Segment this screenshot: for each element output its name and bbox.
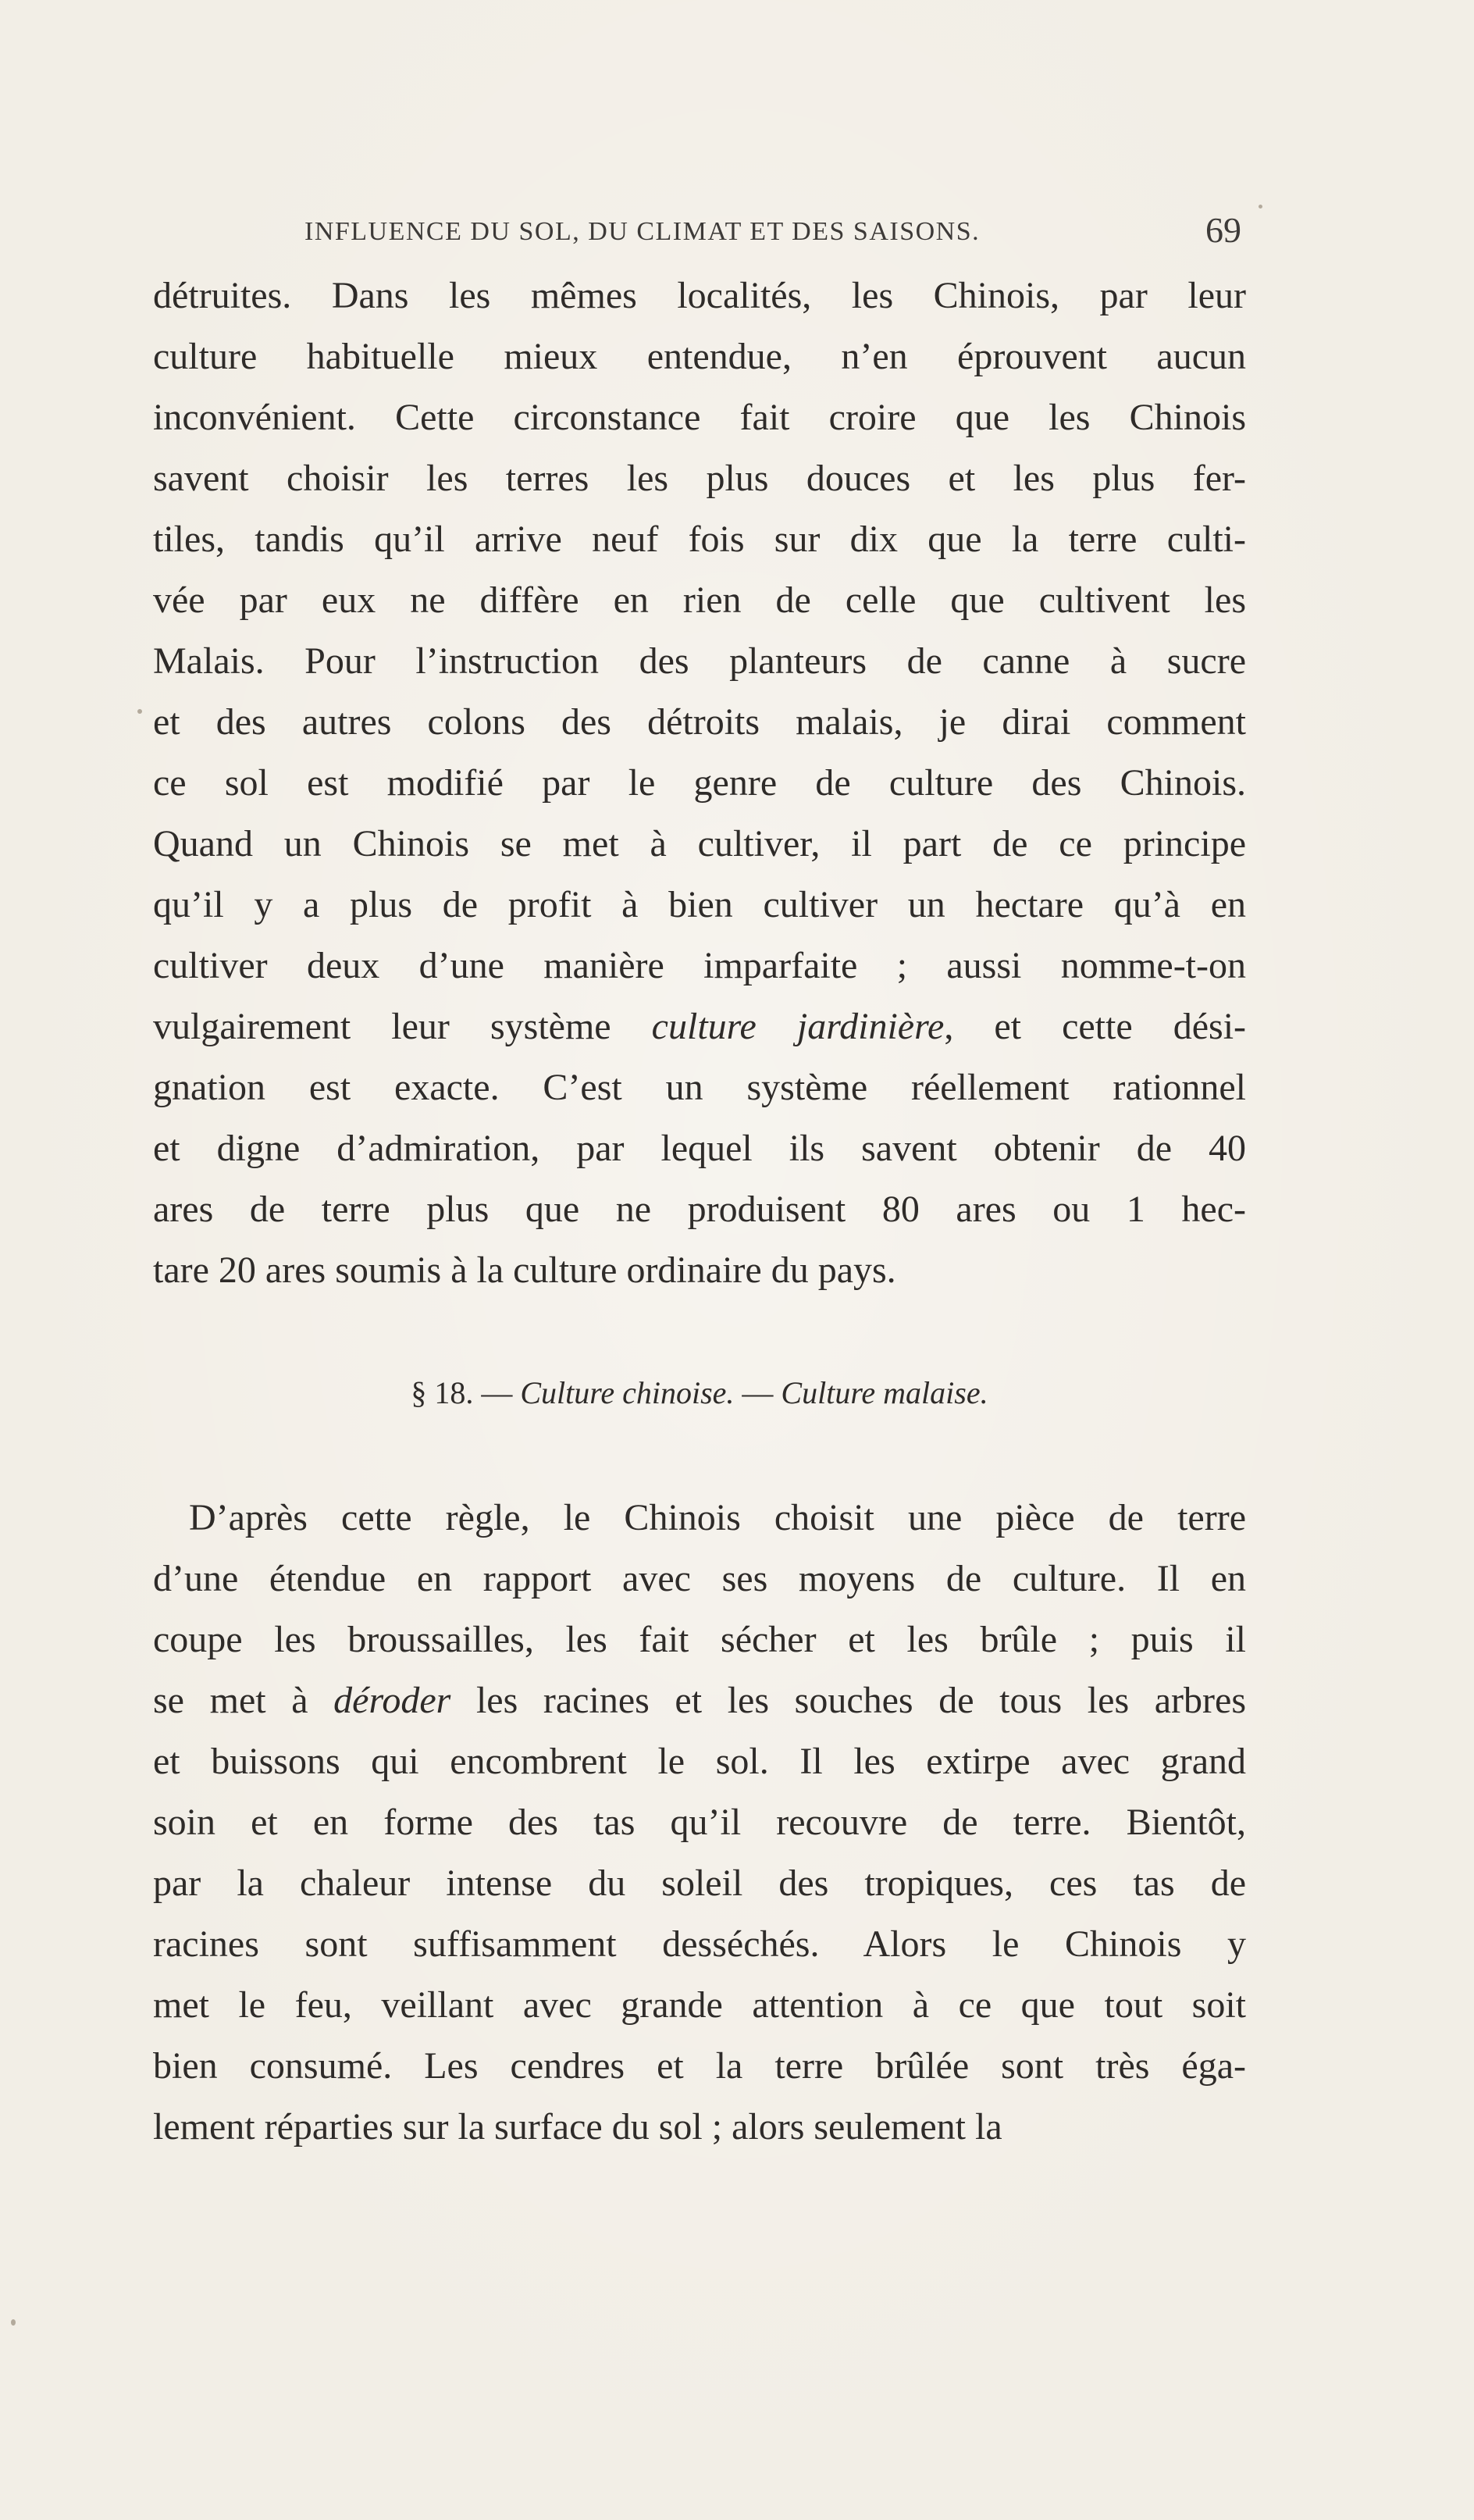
paper-speck xyxy=(137,709,142,714)
section-title-part: Culture chinoise. xyxy=(520,1375,735,1410)
text-segment: se met à xyxy=(153,1680,334,1721)
paragraph-1 xyxy=(153,266,1246,1301)
text-line: soin et en forme des tas qu’il recouvre de terre. Bientôt, xyxy=(153,1802,1246,1843)
text-line: ce sol est modifié par le genre de culture des Chinois. xyxy=(153,762,1246,804)
running-header xyxy=(304,209,1241,264)
text-line: détruites. Dans les mêmes localités, les Chinois, par leur xyxy=(153,275,1246,316)
text-line-first: D’après cette règle, le Chinois choisit une pièce de terre xyxy=(189,1497,1246,1538)
section-number: § 18. — xyxy=(411,1375,521,1410)
text-line-with-emphasis xyxy=(153,996,1246,1057)
paper-speck xyxy=(1259,205,1262,209)
text-segment: les racines et les souches de tous les arbres xyxy=(450,1680,1247,1721)
text-line: gnation est exacte. C’est un système réellement rationnel xyxy=(153,1067,1246,1108)
text-line: Quand un Chinois se met à cultiver, il part de ce principe xyxy=(153,823,1246,864)
text-line: d’une étendue en rapport avec ses moyens de culture. Il en xyxy=(153,1558,1246,1599)
emphasized-term: culture jardinière xyxy=(651,1006,945,1047)
running-title: INFLUENCE DU SOL, DU CLIMAT ET DES SAISONS. xyxy=(304,217,981,246)
text-line-last: tare 20 ares soumis à la culture ordinaire du pays. xyxy=(153,1249,896,1291)
text-line: et digne d’admiration, par lequel ils savent obtenir de 40 xyxy=(153,1128,1246,1169)
text-line: inconvénient. Cette circonstance fait croire que les Chinois xyxy=(153,397,1246,438)
page-number: 69 xyxy=(1205,210,1241,250)
text-line: tiles, tandis qu’il arrive neuf fois sur dix que la terre culti- xyxy=(153,519,1246,560)
paper-speck xyxy=(11,2319,16,2326)
text-line: ares de terre plus que ne produisent 80 ares ou 1 hec- xyxy=(153,1189,1246,1230)
text-line: savent choisir les terres les plus douces et les plus fer- xyxy=(153,458,1246,499)
section-separator: — xyxy=(734,1375,782,1410)
text-line: coupe les broussailles, les fait sécher et les brûle ; puis il xyxy=(153,1619,1246,1660)
text-segment: vulgairement leur système xyxy=(153,1006,652,1047)
section-title-part: Culture malaise. xyxy=(781,1375,988,1410)
text-line: qu’il y a plus de profit à bien cultiver un hectare qu’à en xyxy=(153,884,1246,925)
text-line-last: lement réparties sur la surface du sol ; alors seulement la xyxy=(153,2106,1002,2148)
paragraph-2 xyxy=(153,1488,1246,2158)
text-line: racines sont suffisamment desséchés. Alors le Chinois y xyxy=(153,1923,1246,1965)
text-line: par la chaleur intense du soleil des tropiques, ces tas de xyxy=(153,1862,1246,1904)
text-line: met le feu, veillant avec grande attention à ce que tout soit xyxy=(153,1984,1246,2026)
emphasized-term: déroder xyxy=(333,1680,451,1721)
text-line: et buissons qui encombrent le sol. Il les extirpe avec grand xyxy=(153,1741,1246,1782)
text-line: cultiver deux d’une manière imparfaite ; aussi nomme-t-on xyxy=(153,945,1246,986)
text-line: et des autres colons des détroits malais, je dirai comment xyxy=(153,701,1246,743)
text-segment: , et cette dési- xyxy=(944,1006,1247,1047)
section-heading xyxy=(153,1374,1246,1411)
text-line: culture habituelle mieux entendue, n’en éprouvent aucun xyxy=(153,336,1246,377)
text-line: Malais. Pour l’instruction des planteurs de canne à sucre xyxy=(153,640,1246,682)
text-line-with-emphasis xyxy=(153,1670,1246,1731)
text-line: bien consumé. Les cendres et la terre brûlée sont très éga- xyxy=(153,2045,1246,2087)
text-line: vée par eux ne diffère en rien de celle que cultivent les xyxy=(153,579,1246,621)
